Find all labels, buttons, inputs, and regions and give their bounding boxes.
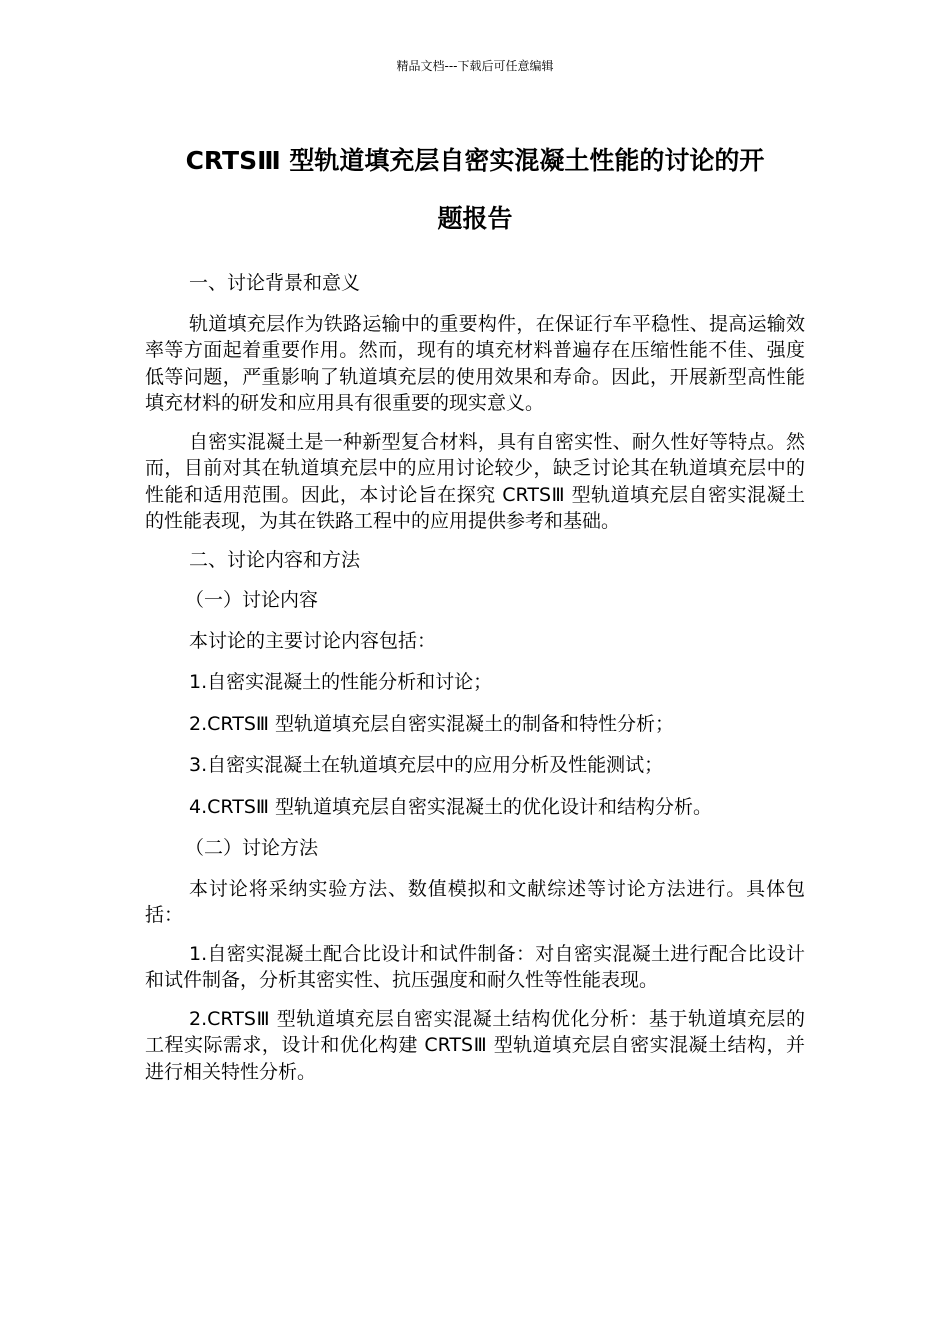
subheading-content: （一）讨论内容 [185, 589, 319, 611]
list-item: 4.CRTSⅢ 型轨道填充层自密实混凝土的优化设计和结构分析。 [189, 795, 713, 818]
list-item: 1.自密实混凝土的性能分析和讨论； [189, 671, 493, 693]
methods-intro: 本讨论将采纳实验方法、数值模拟和文献综述等讨论方法进行。具体包括： [145, 877, 805, 926]
title-line-1: CRTSⅢ 型轨道填充层自密实混凝土性能的讨论的开 [185, 146, 765, 175]
list-item: 3.自密实混凝土在轨道填充层中的应用分析及性能测试； [189, 754, 664, 776]
subheading-methods: （二）讨论方法 [185, 837, 319, 859]
section-heading-background: 一、讨论背景和意义 [189, 272, 361, 294]
list-item: 2.CRTSⅢ 型轨道填充层自密实混凝土的制备和特性分析； [189, 712, 675, 735]
content-intro: 本讨论的主要讨论内容包括： [189, 629, 437, 652]
document-title [145, 132, 805, 248]
paragraph-background-1: 轨道填充层作为铁路运输中的重要构件，在保证行车平稳性、提高运输效率等方面起着重要作用。然而，现有的填充材料普遍存在压缩性能不佳、强度低等问题，严重影响了轨道填充层的使用效果和寿命。因此，开展新型高性能填充材料的研发和应用具有很重要的现实意义。 [145, 312, 805, 414]
paragraph-background-2: 自密实混凝土是一种新型复合材料，具有自密实性、耐久性好等特点。然而，目前对其在轨道填充层中的应用讨论较少，缺乏讨论其在轨道填充层中的性能和适用范围。因此，本讨论旨在探究 CRTSⅢ 型轨道填充层自密实混凝土的性能表现，为其在铁路工程中的应用提供参考和基础。 [145, 430, 805, 532]
title-line-2: 题报告 [437, 204, 513, 233]
document-body [145, 270, 805, 1097]
method-item-1: 1.自密实混凝土配合比设计和试件制备：对自密实混凝土进行配合比设计和试件制备，分析其密实性、抗压强度和耐久性等性能表现。 [145, 942, 805, 991]
page-header: 精品文档---下载后可任意编辑 [396, 59, 554, 73]
method-item-2: 2.CRTSⅢ 型轨道填充层自密实混凝土结构优化分析：基于轨道填充层的工程实际需求，设计和优化构建 CRTSⅢ 型轨道填充层自密实混凝土结构，并进行相关特性分析。 [145, 1007, 805, 1083]
section-heading-content-methods: 二、讨论内容和方法 [189, 548, 361, 571]
